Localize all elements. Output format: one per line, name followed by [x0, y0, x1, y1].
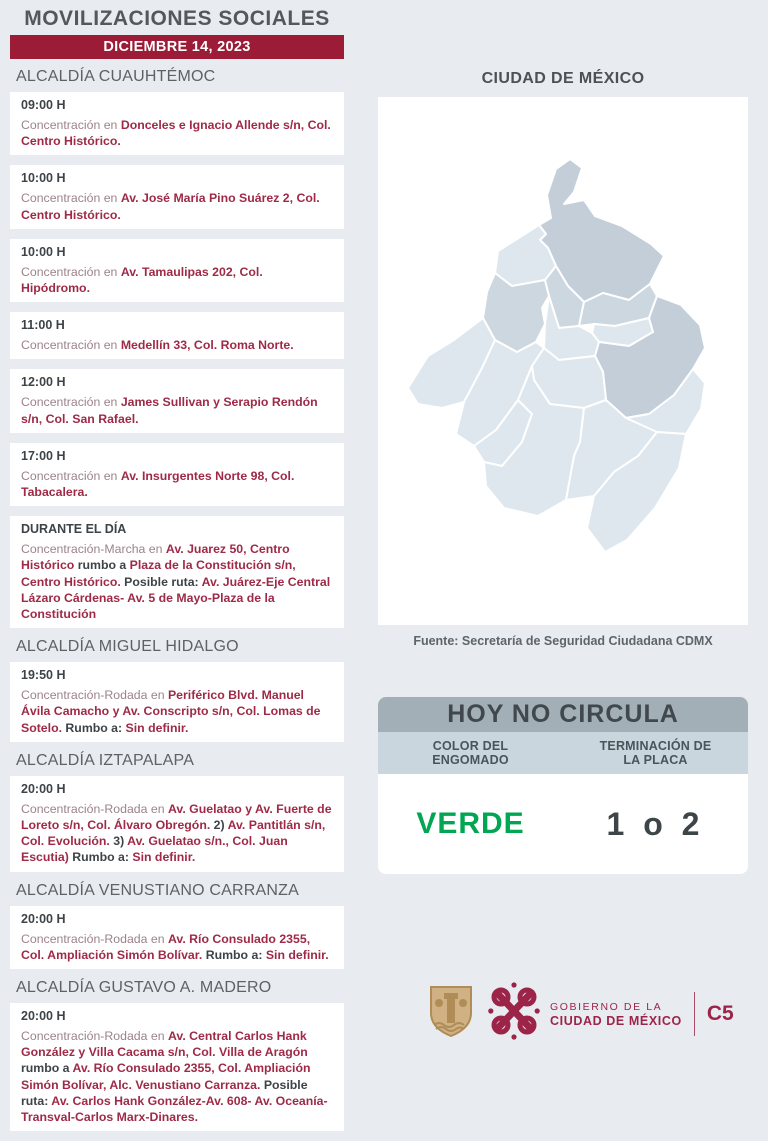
event-description: Concentración-Marcha en Av. Juarez 50, Centro Histórico rumbo a Plaza de la Constitución s/n, Centro Histórico. Posible ruta: Av. Juárez-Eje Central Lázaro Cárdenas- Av. 5 de Mayo-Plaza de la Constitución — [21, 542, 331, 622]
placa-column-header: TERMINACIÓN DE LA PLACA — [599, 739, 712, 767]
event-description: Concentración-Rodada en Av. Central Carlos Hank González y Villa Cacama s/n, Col. Villa de Aragón rumbo a Av. Río Consulado 2355, Col. Ampliación Simón Bolívar, Alc. Venustiano Carranza. Posible ruta: Av. Carlos Hank González-Av. 608- Av. Oceanía-Transval-Carlos Marx-Dinares. — [21, 1029, 328, 1125]
event-description: Concentración-Rodada en Periférico Blvd. Manuel Ávila Camacho y Av. Conscripto s/n, Col. Lomas de Sotelo. Rumbo a: Sin definir. — [21, 688, 321, 735]
section-header: ALCALDÍA GUSTAVO A. MADERO — [16, 979, 272, 997]
date-banner: DICIEMBRE 14, 2023 — [10, 35, 344, 59]
cdmx-alcaldias-map — [398, 155, 728, 557]
event-time: 20:00 H — [21, 781, 66, 796]
map-title: CIUDAD DE MÉXICO — [481, 70, 645, 87]
section-header: ALCALDÍA CUAUHTÉMOC — [16, 68, 216, 85]
event-time: 20:00 H — [21, 1009, 66, 1024]
section-header: ALCALDÍA MIGUEL HIDALGO — [16, 638, 239, 656]
section-header: ALCALDÍA VENUSTIANO CARRANZA — [16, 881, 299, 899]
mobilizations-column — [10, 6, 344, 1141]
section-events — [10, 776, 344, 872]
alcaldia-section — [10, 979, 344, 1131]
event-card — [10, 369, 344, 432]
alcaldia-section — [10, 638, 344, 742]
section-events — [10, 1003, 344, 1131]
events-list — [10, 68, 344, 1131]
alcaldia-section — [10, 882, 344, 969]
event-card — [10, 312, 344, 359]
event-description: Concentración en Av. Tamaulipas 202, Col. Hipódromo. — [21, 264, 263, 296]
government-wordmark — [550, 1000, 682, 1028]
event-card — [10, 239, 344, 302]
section-events — [10, 906, 344, 969]
engomado-color-value: VERDE — [416, 807, 525, 840]
event-card — [10, 516, 344, 628]
event-description: Concentración en James Sullivan y Serapio Rendón s/n, Col. San Rafael. — [21, 395, 318, 426]
event-card — [10, 1003, 344, 1131]
map-card — [378, 97, 748, 625]
alcaldia-section — [10, 68, 344, 628]
event-card — [10, 906, 344, 969]
event-card — [10, 776, 344, 872]
event-time: 10:00 H — [21, 244, 66, 259]
event-card — [10, 443, 344, 506]
event-time: 09:00 H — [21, 98, 66, 112]
section-events — [10, 662, 344, 742]
footer-divider — [694, 992, 695, 1036]
hoy-no-circula-card — [378, 697, 748, 874]
event-time: 11:00 H — [21, 318, 65, 333]
event-description: Concentración en Av. Insurgentes Norte 98, Col. Tabacalera. — [21, 468, 295, 500]
event-time: 10:00 H — [21, 171, 66, 186]
section-events — [10, 92, 344, 628]
cdmx-coat-of-arms-icon — [428, 985, 474, 1042]
source-caption: Fuente: Secretaría de Seguridad Ciudadana CDMX — [413, 634, 713, 648]
page-title: MOVILIZACIONES SOCIALES — [24, 7, 330, 30]
footer-logos — [428, 982, 734, 1045]
section-header: ALCALDÍA IZTAPALAPA — [16, 751, 195, 769]
event-description: Concentración-Rodada en Av. Río Consulado 2355, Col. Ampliación Simón Bolívar. Rumbo a: Sin definir. — [21, 931, 329, 962]
event-description: Concentración-Rodada en Av. Guelatao y Av. Fuerte de Loreto s/n, Col. Álvaro Obregón. 2) Av. Pantitlán s/n, Col. Evolución. 3) Av. Guelatao s/n., Col. Juan Escutia) Rumbo a: Sin definir. — [21, 801, 332, 865]
event-card — [10, 165, 344, 228]
event-description: Concentración en Av. José María Pino Suárez 2, Col. Centro Histórico. — [21, 191, 320, 222]
c5-label: C5 — [706, 1001, 734, 1025]
event-time: 12:00 H — [21, 375, 66, 390]
event-time: 20:00 H — [21, 911, 66, 926]
map-column — [378, 70, 748, 874]
engomado-column-header: COLOR DEL ENGOMADO — [432, 739, 509, 767]
alcaldia-section — [10, 752, 344, 872]
hoy-no-circula-title: HOY NO CIRCULA — [378, 697, 748, 732]
event-time: DURANTE EL DÍA — [21, 522, 127, 537]
event-card — [10, 662, 344, 742]
event-description: Concentración en Medellín 33, Col. Roma Norte. — [21, 338, 294, 353]
event-time: 19:50 H — [21, 668, 66, 683]
placa-ending-value: 1 o 2 — [606, 805, 705, 842]
gov-line2: CIUDAD DE MÉXICO — [550, 1013, 682, 1028]
event-description: Concentración en Donceles e Ignacio Allende s/n, Col. Centro Histórico. — [21, 118, 331, 149]
gov-line1: GOBIERNO DE LA — [550, 1000, 663, 1013]
event-card — [10, 92, 344, 155]
cdmx-government-logo-icon — [488, 982, 540, 1045]
event-time: 17:00 H — [21, 448, 66, 463]
